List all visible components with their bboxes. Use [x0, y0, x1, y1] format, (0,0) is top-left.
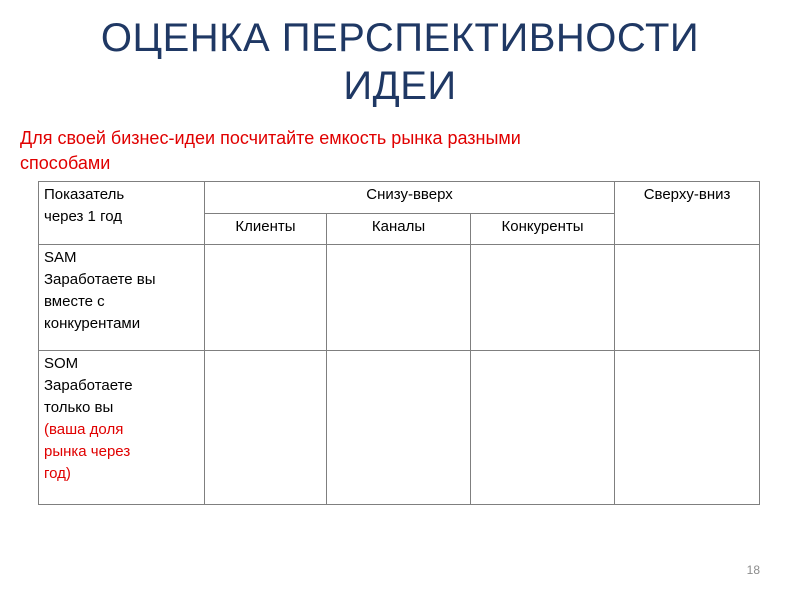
slide-subtitle-line-2: способами: [20, 153, 111, 173]
sam-label-line: вместе с: [44, 293, 105, 310]
sam-label-cell: [39, 245, 205, 351]
indicator-header-line-1: Показатель: [44, 186, 125, 203]
sam-clients-cell[interactable]: [205, 245, 327, 351]
sam-label-line: SAM: [44, 249, 77, 266]
slide-subtitle-line-1: Для своей бизнес-идеи посчитайте емкость рынка разными: [20, 128, 521, 148]
slide-title: [0, 14, 800, 110]
som-label-line: только вы: [44, 399, 114, 416]
som-note-line: рынка через: [44, 443, 131, 460]
som-label-line: SOM: [44, 355, 79, 372]
sam-label-line: Заработаете вы: [44, 271, 156, 288]
slide-title-line-2: ИДЕИ: [343, 64, 457, 108]
page-number: 18: [746, 563, 760, 577]
som-clients-cell[interactable]: [205, 351, 327, 505]
sam-label-line: конкурентами: [44, 315, 141, 332]
channels-header-cell: Каналы: [327, 214, 471, 245]
clients-header-cell: Клиенты: [205, 214, 327, 245]
competitors-header-cell: Конкуренты: [471, 214, 615, 245]
som-channels-cell[interactable]: [327, 351, 471, 505]
sam-competitors-cell[interactable]: [471, 245, 615, 351]
som-top-down-cell[interactable]: [615, 351, 760, 505]
table-row-sam: [39, 245, 760, 351]
sam-top-down-cell[interactable]: [615, 245, 760, 351]
som-note-line: год): [44, 465, 71, 482]
indicator-header-cell: [39, 182, 205, 245]
market-size-table: [38, 181, 760, 505]
slide-title-line-1: ОЦЕНКА ПЕРСПЕКТИВНОСТИ: [100, 16, 700, 60]
slide-subtitle: [20, 126, 740, 176]
indicator-header-line-2: через 1 год: [44, 208, 122, 225]
bottom-up-header-cell: Снизу-вверх: [205, 182, 615, 214]
table-header-row: [39, 182, 760, 214]
som-competitors-cell[interactable]: [471, 351, 615, 505]
som-note-line: (ваша доля: [44, 421, 124, 438]
som-label-line: Заработаете: [44, 377, 133, 394]
top-down-header-cell: Сверху-вниз: [615, 182, 760, 245]
table-row-som: [39, 351, 760, 505]
sam-channels-cell[interactable]: [327, 245, 471, 351]
som-label-cell: [39, 351, 205, 505]
